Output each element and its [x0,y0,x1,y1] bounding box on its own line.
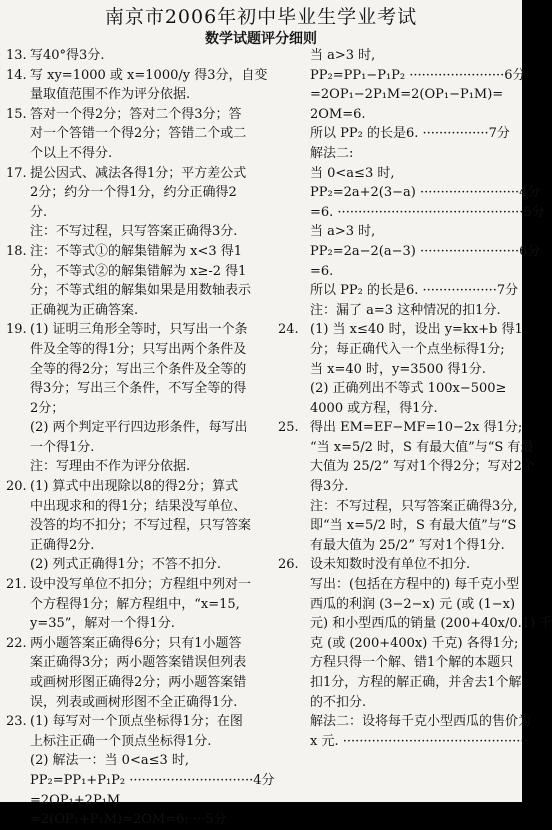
item-line: 没答的均不扣分；不写过程，只写答案 [30,518,252,534]
item-line: =2OP₁−2P₁M=2(OP₁−P₁M)= [310,87,504,103]
item-line: 设未知数时没有单位不扣分. [310,557,471,573]
item-number: 21. [6,577,27,593]
scoring-item [0,418,288,457]
scoring-item [0,634,288,712]
item-line: 注：不写过程，只写答案正确得3分. [30,224,238,240]
right-column [278,46,552,751]
item-line: 当 0<a≤3 时, [310,165,395,181]
item-line: 正确视为正确答案. [30,302,139,318]
scoring-item [0,46,288,66]
item-line: 分；每正确代入一个点坐标得1分; [310,341,505,357]
item-line: (1) 算式中出现除以8的得2分；算式 [30,479,239,495]
item-line: 注：不写过程，只写答案正确得3分, [310,498,518,514]
item-line: =6. ·············································5分 [310,204,545,220]
item-line: 注：写理由不作为评分依据. [30,459,191,475]
item-number: 15. [6,106,27,122]
item-line: 正确得2分. [30,537,95,553]
item-line: 2OM=6. [310,106,366,122]
item-number: 14. [6,67,27,83]
item-line: 件及全等的得1分；只写出两个条件及 [30,341,247,357]
item-line: 个以上不得分. [30,145,113,161]
scoring-item [278,320,523,379]
item-line: 全等的得2分；写出三个条件及全等的 [30,361,247,377]
item-line: 当 x=40 时，y=3500 得1分. [310,361,486,377]
item-line: (1) 当 x≤40 时，设出 y=kx+b 得1 [310,322,523,338]
item-line: (1) 证明三角形全等时，只写出一个条 [30,322,248,338]
item-line: 分；不等式组的解集如果是用数轴表示 [30,283,252,299]
item-line: (2) 两个判定平行四边形条件，每写出 [30,420,248,436]
scoring-item [0,477,288,555]
scoring-item [0,320,288,418]
item-line: 设中没写单位不扣分；方程组中列对一 [30,577,252,593]
item-line: (2) 正确列出不等式 100x−500≥ [310,381,507,397]
item-line: 分，不等式②的解集错解为 x≥-2 得1 [30,263,247,279]
item-line: 对一个答错一个得2分；答错二个或二 [30,126,247,142]
scoring-item [0,712,288,751]
item-line: 西瓜的利润 (3−2−x) 元 (或 (1−x) [310,596,516,612]
item-number: 19. [6,322,27,338]
scoring-item [0,105,288,164]
item-line: 答对一个得2分；答对二个得3分；答 [30,106,242,122]
scoring-item [0,242,288,320]
item-line: 2分； [30,400,65,416]
item-line: 中出现求和的得1分；结果没写单位、 [30,498,247,514]
item-line: 有最大值为 25/2” 写对1个得1分. [310,537,505,553]
item-line: 写 xy=1000 或 x=1000/y 得3分，自变 [30,67,268,83]
item-line: 写出：(包括在方程中的) 每千克小型 [310,577,520,593]
item-line: 解法二: [310,145,354,161]
scoring-item [0,457,288,477]
item-line: 注：不等式①的解集错解为 x<3 得1 [30,243,243,259]
item-line: 所以 PP₂ 的长是6. ··················7分 [310,283,519,299]
item-line: 元) 和小型西瓜的销量 (200+40x/0.1) 千 [310,616,552,632]
item-line: 方程只得一个解、错1个解的本题只 [310,655,514,671]
item-line: (1) 每写对一个顶点坐标得1分；在图 [30,714,243,730]
scoring-item [0,222,288,242]
scoring-item [288,379,522,418]
item-line: PP₂=2a−2(a−3) ························6分 [310,243,541,259]
item-line: =6. [310,263,334,279]
item-line: y=35”，解对一个得1分. [30,616,175,632]
item-number: 18. [6,243,27,259]
scoring-item [0,575,288,634]
item-line: 克 (或 (200+400x) 千克) 各得1分; [310,635,519,651]
item-line: (2) 解法一：当 0<a≤3 时, [30,753,190,769]
item-line: 一个得1分. [30,439,95,455]
item-line: 个方程得1分；解方程组中，“x=15, [30,596,240,612]
item-line: 当 a>3 时, [310,48,376,63]
scoring-item [288,46,545,320]
item-line: x 元. ············································· [310,733,529,749]
scoring-item [0,555,288,575]
item-number: 17. [6,165,27,181]
item-number: 23. [6,714,27,730]
item-line: 解法二：设将每千克小型西瓜的售价为 [310,714,532,730]
item-line: 注：漏了 a=3 这种情况的扣1分. [310,302,501,318]
scoring-item [0,751,288,829]
item-line: 提公因式、减法各得1分；平方差公式 [30,165,247,181]
item-number: 13. [6,48,27,63]
item-line: 得出 EM=EF−MF=10−2x 得1分; [310,420,523,436]
item-line: =2(OP₁+P₁M)=2OM=6; ···5分 [30,812,227,828]
item-line: 上标注正确一个顶点坐标得1分. [30,733,212,749]
item-line: =2OP₁+2P₁M [30,792,121,808]
scoring-item [278,418,535,555]
item-line: 2分；约分一个得1分，约分正确得2 [30,185,237,201]
item-line: (2) 列式正确得1分；不答不扣分. [30,557,221,573]
item-line: 误，列表或画树形图不全正确得1分. [30,694,238,710]
item-line: 或画树形图正确得2分；两小题答案错 [30,675,247,690]
item-line: 4000 或方程，得1分. [310,400,438,416]
scoring-item [278,555,552,751]
item-line: 案正确得3分；两小题答案错误但列表 [30,655,247,671]
item-line: 写40°得3分. [30,48,105,63]
document-title: 南京市2006年初中毕业生学业考试 [104,6,418,28]
item-line: 所以 PP₂ 的长是6. ················7分 [310,126,510,142]
item-line: 当 a>3 时, [310,224,376,240]
document-subtitle: 数学试题评分细则 [205,31,317,47]
item-line: PP₂=PP₁+P₁P₂ ······························4分 [30,772,275,788]
item-number: 26. [278,557,299,573]
item-line: 即“当 x=5/2 时，S 有最大值”与“S [310,518,517,534]
item-line: 得3分；写出三个条件，不写全等的得 [30,381,247,397]
item-line: “当 x=5/2 时，S 有最大值”与“S 有最 [310,439,534,455]
item-line: 大值为 25/2” 写对1个得2分；写对2个 [310,459,535,475]
item-line: 量取值范围不作为评分依据. [30,87,191,103]
scoring-item [0,164,288,223]
item-line: PP₂=PP₁−P₁P₂ ·······················6分 [310,67,526,83]
left-column [0,46,288,830]
item-line: 的不扣分. [310,694,367,710]
item-number: 24. [278,322,299,338]
item-line: PP₂=2a+2(3−a) ························4分 [310,185,541,201]
item-number: 20. [6,479,27,495]
item-line: 分. [30,204,48,220]
scoring-item [0,66,288,105]
item-line: 扣1分，方程的解正确，并舍去1个解 [310,675,522,690]
item-line: 得3分. [310,479,349,495]
item-line: 两小题答案正确得6分；只有1小题答 [30,635,242,651]
item-number: 22. [6,635,27,651]
item-number: 25. [278,420,299,436]
